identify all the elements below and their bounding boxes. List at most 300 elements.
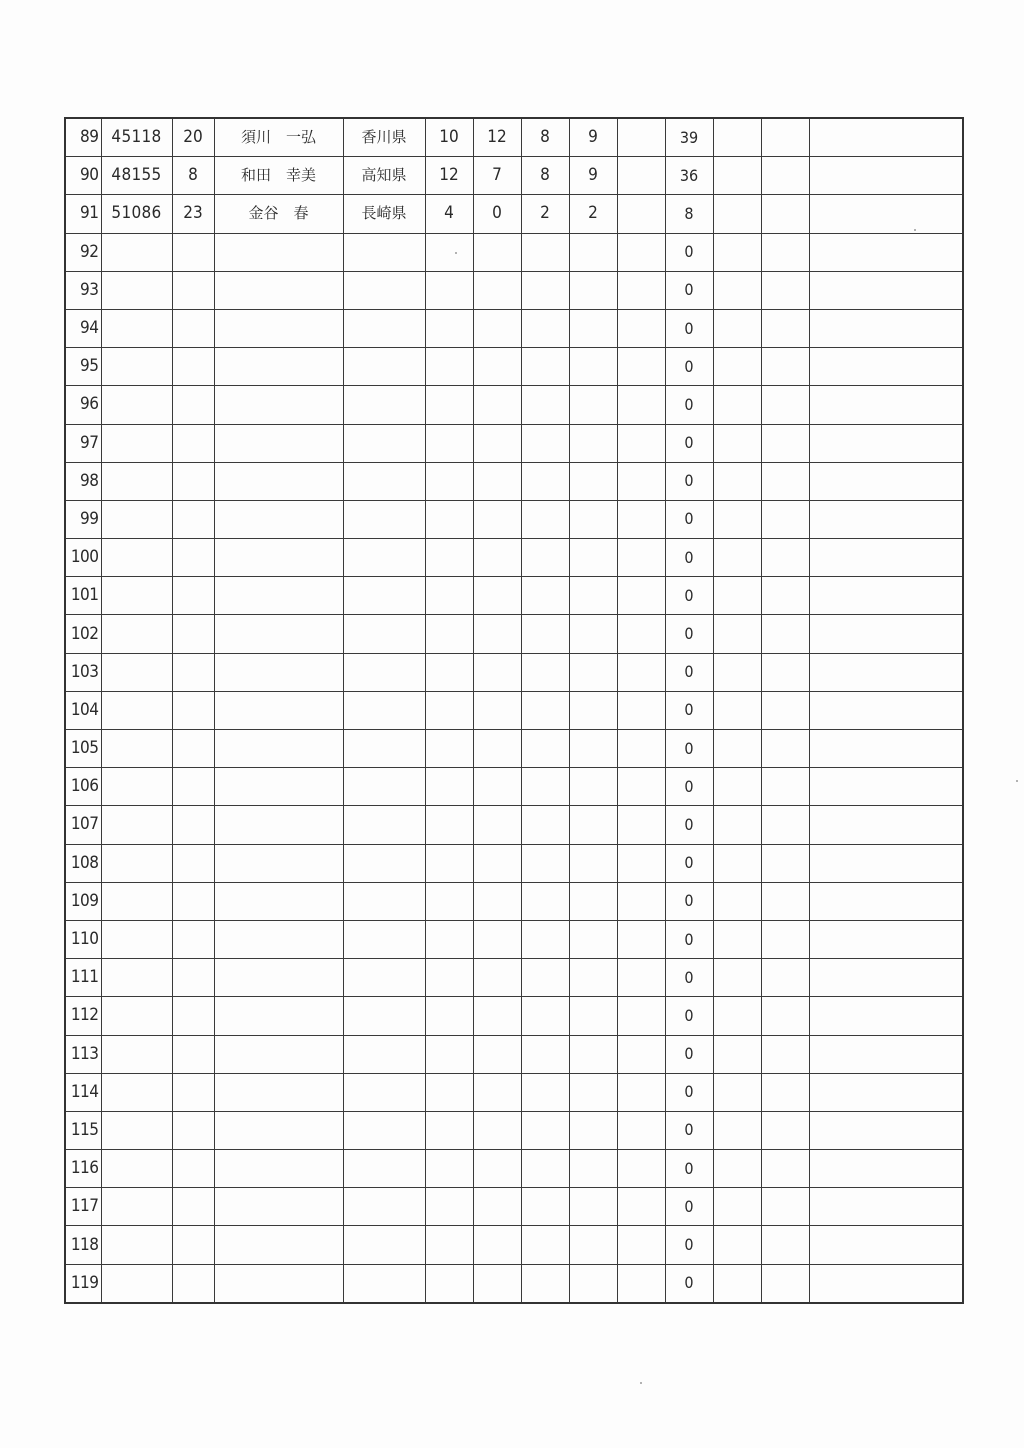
score-5-cell <box>617 271 665 309</box>
extra-1-cell <box>713 118 761 157</box>
number-cell <box>172 920 214 958</box>
name-cell: 金谷 春 <box>214 195 343 233</box>
table-row <box>65 1073 963 1111</box>
extra-2-cell <box>761 806 809 844</box>
extra-3-cell <box>809 882 963 920</box>
score-5-cell <box>617 959 665 997</box>
id-cell <box>101 500 172 538</box>
score-2-cell <box>473 462 521 500</box>
score-5-cell <box>617 462 665 500</box>
id-cell <box>101 1264 172 1303</box>
score-2-cell <box>473 386 521 424</box>
score-4-cell <box>569 1073 617 1111</box>
total-cell: 0 <box>665 577 713 615</box>
extra-3-cell <box>809 1073 963 1111</box>
prefecture-cell <box>343 1073 425 1111</box>
extra-1-cell <box>713 806 761 844</box>
extra-2-cell <box>761 424 809 462</box>
total-cell: 0 <box>665 309 713 347</box>
score-5-cell <box>617 806 665 844</box>
prefecture-cell <box>343 233 425 271</box>
score-1-cell <box>425 615 473 653</box>
score-1-cell <box>425 462 473 500</box>
score-1-cell <box>425 730 473 768</box>
score-2-cell <box>473 539 521 577</box>
table-row <box>65 806 963 844</box>
extra-2-cell <box>761 615 809 653</box>
extra-3-cell <box>809 691 963 729</box>
extra-1-cell <box>713 1150 761 1188</box>
extra-2-cell <box>761 309 809 347</box>
prefecture-cell <box>343 271 425 309</box>
score-3-cell <box>521 1073 569 1111</box>
row-number-cell: 114 <box>65 1073 101 1111</box>
score-3-cell <box>521 768 569 806</box>
id-cell <box>101 1150 172 1188</box>
score-4-cell <box>569 309 617 347</box>
score-2-cell <box>473 806 521 844</box>
name-cell <box>214 997 343 1035</box>
extra-1-cell <box>713 1188 761 1226</box>
score-3-cell <box>521 844 569 882</box>
score-4-cell <box>569 882 617 920</box>
row-number-cell: 111 <box>65 959 101 997</box>
score-4-cell <box>569 691 617 729</box>
extra-1-cell <box>713 768 761 806</box>
id-cell: 45118 <box>101 118 172 157</box>
name-cell <box>214 233 343 271</box>
score-4-cell <box>569 806 617 844</box>
total-cell: 0 <box>665 997 713 1035</box>
score-1-cell <box>425 691 473 729</box>
number-cell: 23 <box>172 195 214 233</box>
score-4-cell: 9 <box>569 118 617 157</box>
score-3-cell <box>521 615 569 653</box>
name-cell <box>214 1073 343 1111</box>
score-5-cell <box>617 1264 665 1303</box>
score-4-cell: 9 <box>569 157 617 195</box>
number-cell <box>172 577 214 615</box>
score-3-cell <box>521 1226 569 1264</box>
id-cell: 48155 <box>101 157 172 195</box>
score-1-cell <box>425 1150 473 1188</box>
total-cell: 0 <box>665 959 713 997</box>
score-5-cell <box>617 118 665 157</box>
prefecture-cell <box>343 653 425 691</box>
table-row <box>65 500 963 538</box>
total-cell: 0 <box>665 1035 713 1073</box>
score-1-cell: 12 <box>425 157 473 195</box>
scan-speck <box>914 229 916 231</box>
row-number-cell: 106 <box>65 768 101 806</box>
total-cell: 0 <box>665 424 713 462</box>
number-cell <box>172 386 214 424</box>
extra-2-cell <box>761 577 809 615</box>
table-row <box>65 386 963 424</box>
table-row <box>65 653 963 691</box>
extra-2-cell <box>761 500 809 538</box>
extra-2-cell <box>761 920 809 958</box>
extra-1-cell <box>713 615 761 653</box>
id-cell <box>101 348 172 386</box>
total-cell: 0 <box>665 1226 713 1264</box>
extra-3-cell <box>809 1035 963 1073</box>
total-cell: 0 <box>665 233 713 271</box>
score-3-cell <box>521 424 569 462</box>
total-cell: 0 <box>665 539 713 577</box>
table-row <box>65 348 963 386</box>
score-3-cell <box>521 920 569 958</box>
score-1-cell: 4 <box>425 195 473 233</box>
score-3-cell <box>521 1188 569 1226</box>
row-number-cell: 89 <box>65 118 101 157</box>
score-4-cell <box>569 768 617 806</box>
prefecture-cell <box>343 1035 425 1073</box>
total-cell: 0 <box>665 271 713 309</box>
score-2-cell <box>473 233 521 271</box>
total-cell: 0 <box>665 844 713 882</box>
extra-3-cell <box>809 424 963 462</box>
scan-speck <box>640 1382 642 1384</box>
extra-3-cell <box>809 271 963 309</box>
id-cell <box>101 920 172 958</box>
score-5-cell <box>617 577 665 615</box>
score-3-cell: 8 <box>521 118 569 157</box>
number-cell <box>172 539 214 577</box>
extra-1-cell <box>713 1226 761 1264</box>
row-number-cell: 119 <box>65 1264 101 1303</box>
id-cell <box>101 1188 172 1226</box>
score-2-cell <box>473 920 521 958</box>
score-2-cell <box>473 1035 521 1073</box>
extra-1-cell <box>713 1035 761 1073</box>
table-row <box>65 1035 963 1073</box>
table-row <box>65 195 963 233</box>
score-4-cell <box>569 1226 617 1264</box>
score-4-cell <box>569 653 617 691</box>
name-cell <box>214 730 343 768</box>
score-4-cell <box>569 348 617 386</box>
score-5-cell <box>617 348 665 386</box>
score-1-cell <box>425 348 473 386</box>
prefecture-cell <box>343 539 425 577</box>
name-cell <box>214 844 343 882</box>
extra-3-cell <box>809 768 963 806</box>
name-cell <box>214 920 343 958</box>
number-cell <box>172 424 214 462</box>
scan-speck <box>1016 780 1018 782</box>
score-4-cell <box>569 1035 617 1073</box>
extra-3-cell <box>809 500 963 538</box>
score-5-cell <box>617 500 665 538</box>
score-5-cell <box>617 1226 665 1264</box>
total-cell: 0 <box>665 386 713 424</box>
table-row <box>65 615 963 653</box>
number-cell <box>172 997 214 1035</box>
extra-1-cell <box>713 539 761 577</box>
table-row <box>65 844 963 882</box>
id-cell <box>101 424 172 462</box>
score-3-cell <box>521 1035 569 1073</box>
score-2-cell <box>473 615 521 653</box>
name-cell <box>214 959 343 997</box>
number-cell <box>172 1264 214 1303</box>
score-2-cell <box>473 1111 521 1149</box>
table-row <box>65 118 963 157</box>
prefecture-cell <box>343 424 425 462</box>
id-cell: 51086 <box>101 195 172 233</box>
number-cell <box>172 1035 214 1073</box>
row-number-cell: 115 <box>65 1111 101 1149</box>
total-cell: 0 <box>665 1150 713 1188</box>
score-1-cell <box>425 806 473 844</box>
table-row <box>65 959 963 997</box>
number-cell <box>172 1073 214 1111</box>
prefecture-cell <box>343 768 425 806</box>
extra-3-cell <box>809 730 963 768</box>
row-number-cell: 107 <box>65 806 101 844</box>
extra-2-cell <box>761 959 809 997</box>
name-cell: 須川 一弘 <box>214 118 343 157</box>
id-cell <box>101 1226 172 1264</box>
extra-2-cell <box>761 1264 809 1303</box>
total-cell: 0 <box>665 882 713 920</box>
number-cell <box>172 959 214 997</box>
score-3-cell <box>521 1264 569 1303</box>
name-cell <box>214 1188 343 1226</box>
score-5-cell <box>617 691 665 729</box>
score-2-cell <box>473 691 521 729</box>
id-cell <box>101 844 172 882</box>
row-number-cell: 91 <box>65 195 101 233</box>
score-2-cell <box>473 730 521 768</box>
score-1-cell <box>425 653 473 691</box>
table-row <box>65 768 963 806</box>
extra-2-cell <box>761 1150 809 1188</box>
prefecture-cell <box>343 577 425 615</box>
score-4-cell <box>569 1111 617 1149</box>
score-4-cell <box>569 1188 617 1226</box>
score-1-cell <box>425 768 473 806</box>
extra-3-cell <box>809 959 963 997</box>
prefecture-cell: 香川県 <box>343 118 425 157</box>
extra-3-cell <box>809 615 963 653</box>
extra-1-cell <box>713 1111 761 1149</box>
row-number-cell: 101 <box>65 577 101 615</box>
extra-2-cell <box>761 271 809 309</box>
score-5-cell <box>617 768 665 806</box>
score-table <box>64 117 964 1304</box>
prefecture-cell <box>343 462 425 500</box>
score-4-cell: 2 <box>569 195 617 233</box>
score-2-cell: 7 <box>473 157 521 195</box>
extra-3-cell <box>809 844 963 882</box>
extra-3-cell <box>809 462 963 500</box>
score-1-cell: 10 <box>425 118 473 157</box>
extra-1-cell <box>713 691 761 729</box>
score-1-cell <box>425 233 473 271</box>
id-cell <box>101 691 172 729</box>
extra-3-cell <box>809 539 963 577</box>
name-cell <box>214 462 343 500</box>
score-3-cell <box>521 959 569 997</box>
number-cell <box>172 844 214 882</box>
number-cell <box>172 653 214 691</box>
score-3-cell <box>521 882 569 920</box>
name-cell <box>214 500 343 538</box>
table-row <box>65 691 963 729</box>
extra-2-cell <box>761 348 809 386</box>
score-4-cell <box>569 577 617 615</box>
table-row <box>65 1264 963 1303</box>
score-1-cell <box>425 1111 473 1149</box>
number-cell <box>172 768 214 806</box>
extra-2-cell <box>761 462 809 500</box>
prefecture-cell <box>343 500 425 538</box>
name-cell <box>214 806 343 844</box>
extra-2-cell <box>761 1111 809 1149</box>
number-cell <box>172 309 214 347</box>
table-row <box>65 157 963 195</box>
total-cell: 0 <box>665 691 713 729</box>
score-2-cell <box>473 768 521 806</box>
number-cell <box>172 1188 214 1226</box>
extra-2-cell <box>761 691 809 729</box>
name-cell <box>214 271 343 309</box>
name-cell <box>214 615 343 653</box>
score-4-cell <box>569 386 617 424</box>
id-cell <box>101 768 172 806</box>
score-5-cell <box>617 615 665 653</box>
score-5-cell <box>617 653 665 691</box>
row-number-cell: 109 <box>65 882 101 920</box>
id-cell <box>101 233 172 271</box>
total-cell: 0 <box>665 1188 713 1226</box>
name-cell <box>214 768 343 806</box>
table-row <box>65 1111 963 1149</box>
number-cell: 20 <box>172 118 214 157</box>
total-cell: 36 <box>665 157 713 195</box>
extra-1-cell <box>713 386 761 424</box>
total-cell: 0 <box>665 806 713 844</box>
score-5-cell <box>617 539 665 577</box>
row-number-cell: 113 <box>65 1035 101 1073</box>
number-cell <box>172 730 214 768</box>
score-1-cell <box>425 539 473 577</box>
score-5-cell <box>617 1111 665 1149</box>
extra-2-cell <box>761 195 809 233</box>
prefecture-cell <box>343 844 425 882</box>
score-3-cell <box>521 997 569 1035</box>
total-cell: 39 <box>665 118 713 157</box>
id-cell <box>101 1035 172 1073</box>
id-cell <box>101 577 172 615</box>
extra-3-cell <box>809 920 963 958</box>
score-4-cell <box>569 615 617 653</box>
table-row <box>65 233 963 271</box>
prefecture-cell <box>343 309 425 347</box>
extra-2-cell <box>761 844 809 882</box>
score-3-cell <box>521 730 569 768</box>
score-3-cell: 2 <box>521 195 569 233</box>
row-number-cell: 105 <box>65 730 101 768</box>
score-3-cell <box>521 539 569 577</box>
extra-3-cell <box>809 806 963 844</box>
score-2-cell <box>473 500 521 538</box>
extra-3-cell <box>809 1188 963 1226</box>
score-4-cell <box>569 920 617 958</box>
score-5-cell <box>617 920 665 958</box>
number-cell <box>172 271 214 309</box>
score-1-cell <box>425 959 473 997</box>
extra-1-cell <box>713 309 761 347</box>
extra-1-cell <box>713 882 761 920</box>
score-5-cell <box>617 997 665 1035</box>
extra-3-cell <box>809 1264 963 1303</box>
id-cell <box>101 1073 172 1111</box>
extra-3-cell <box>809 195 963 233</box>
prefecture-cell <box>343 615 425 653</box>
prefecture-cell: 高知県 <box>343 157 425 195</box>
prefecture-cell: 長崎県 <box>343 195 425 233</box>
row-number-cell: 112 <box>65 997 101 1035</box>
score-1-cell <box>425 1073 473 1111</box>
score-1-cell <box>425 577 473 615</box>
table-row <box>65 539 963 577</box>
extra-1-cell <box>713 1264 761 1303</box>
scan-speck <box>455 252 457 254</box>
table-row <box>65 309 963 347</box>
extra-1-cell <box>713 959 761 997</box>
score-1-cell <box>425 424 473 462</box>
row-number-cell: 110 <box>65 920 101 958</box>
row-number-cell: 97 <box>65 424 101 462</box>
id-cell <box>101 653 172 691</box>
row-number-cell: 104 <box>65 691 101 729</box>
score-3-cell <box>521 233 569 271</box>
extra-3-cell <box>809 309 963 347</box>
row-number-cell: 116 <box>65 1150 101 1188</box>
prefecture-cell <box>343 386 425 424</box>
id-cell <box>101 615 172 653</box>
extra-2-cell <box>761 1073 809 1111</box>
score-5-cell <box>617 1188 665 1226</box>
number-cell <box>172 462 214 500</box>
score-1-cell <box>425 386 473 424</box>
table-row <box>65 920 963 958</box>
extra-1-cell <box>713 653 761 691</box>
total-cell: 0 <box>665 500 713 538</box>
number-cell <box>172 806 214 844</box>
extra-2-cell <box>761 233 809 271</box>
total-cell: 0 <box>665 1073 713 1111</box>
score-1-cell <box>425 1035 473 1073</box>
score-2-cell <box>473 997 521 1035</box>
score-3-cell <box>521 1111 569 1149</box>
score-2-cell: 0 <box>473 195 521 233</box>
extra-2-cell <box>761 1035 809 1073</box>
name-cell <box>214 386 343 424</box>
score-4-cell <box>569 959 617 997</box>
score-1-cell <box>425 309 473 347</box>
extra-1-cell <box>713 462 761 500</box>
total-cell: 0 <box>665 615 713 653</box>
name-cell <box>214 1111 343 1149</box>
extra-3-cell <box>809 1111 963 1149</box>
score-4-cell <box>569 233 617 271</box>
prefecture-cell <box>343 691 425 729</box>
extra-1-cell <box>713 271 761 309</box>
